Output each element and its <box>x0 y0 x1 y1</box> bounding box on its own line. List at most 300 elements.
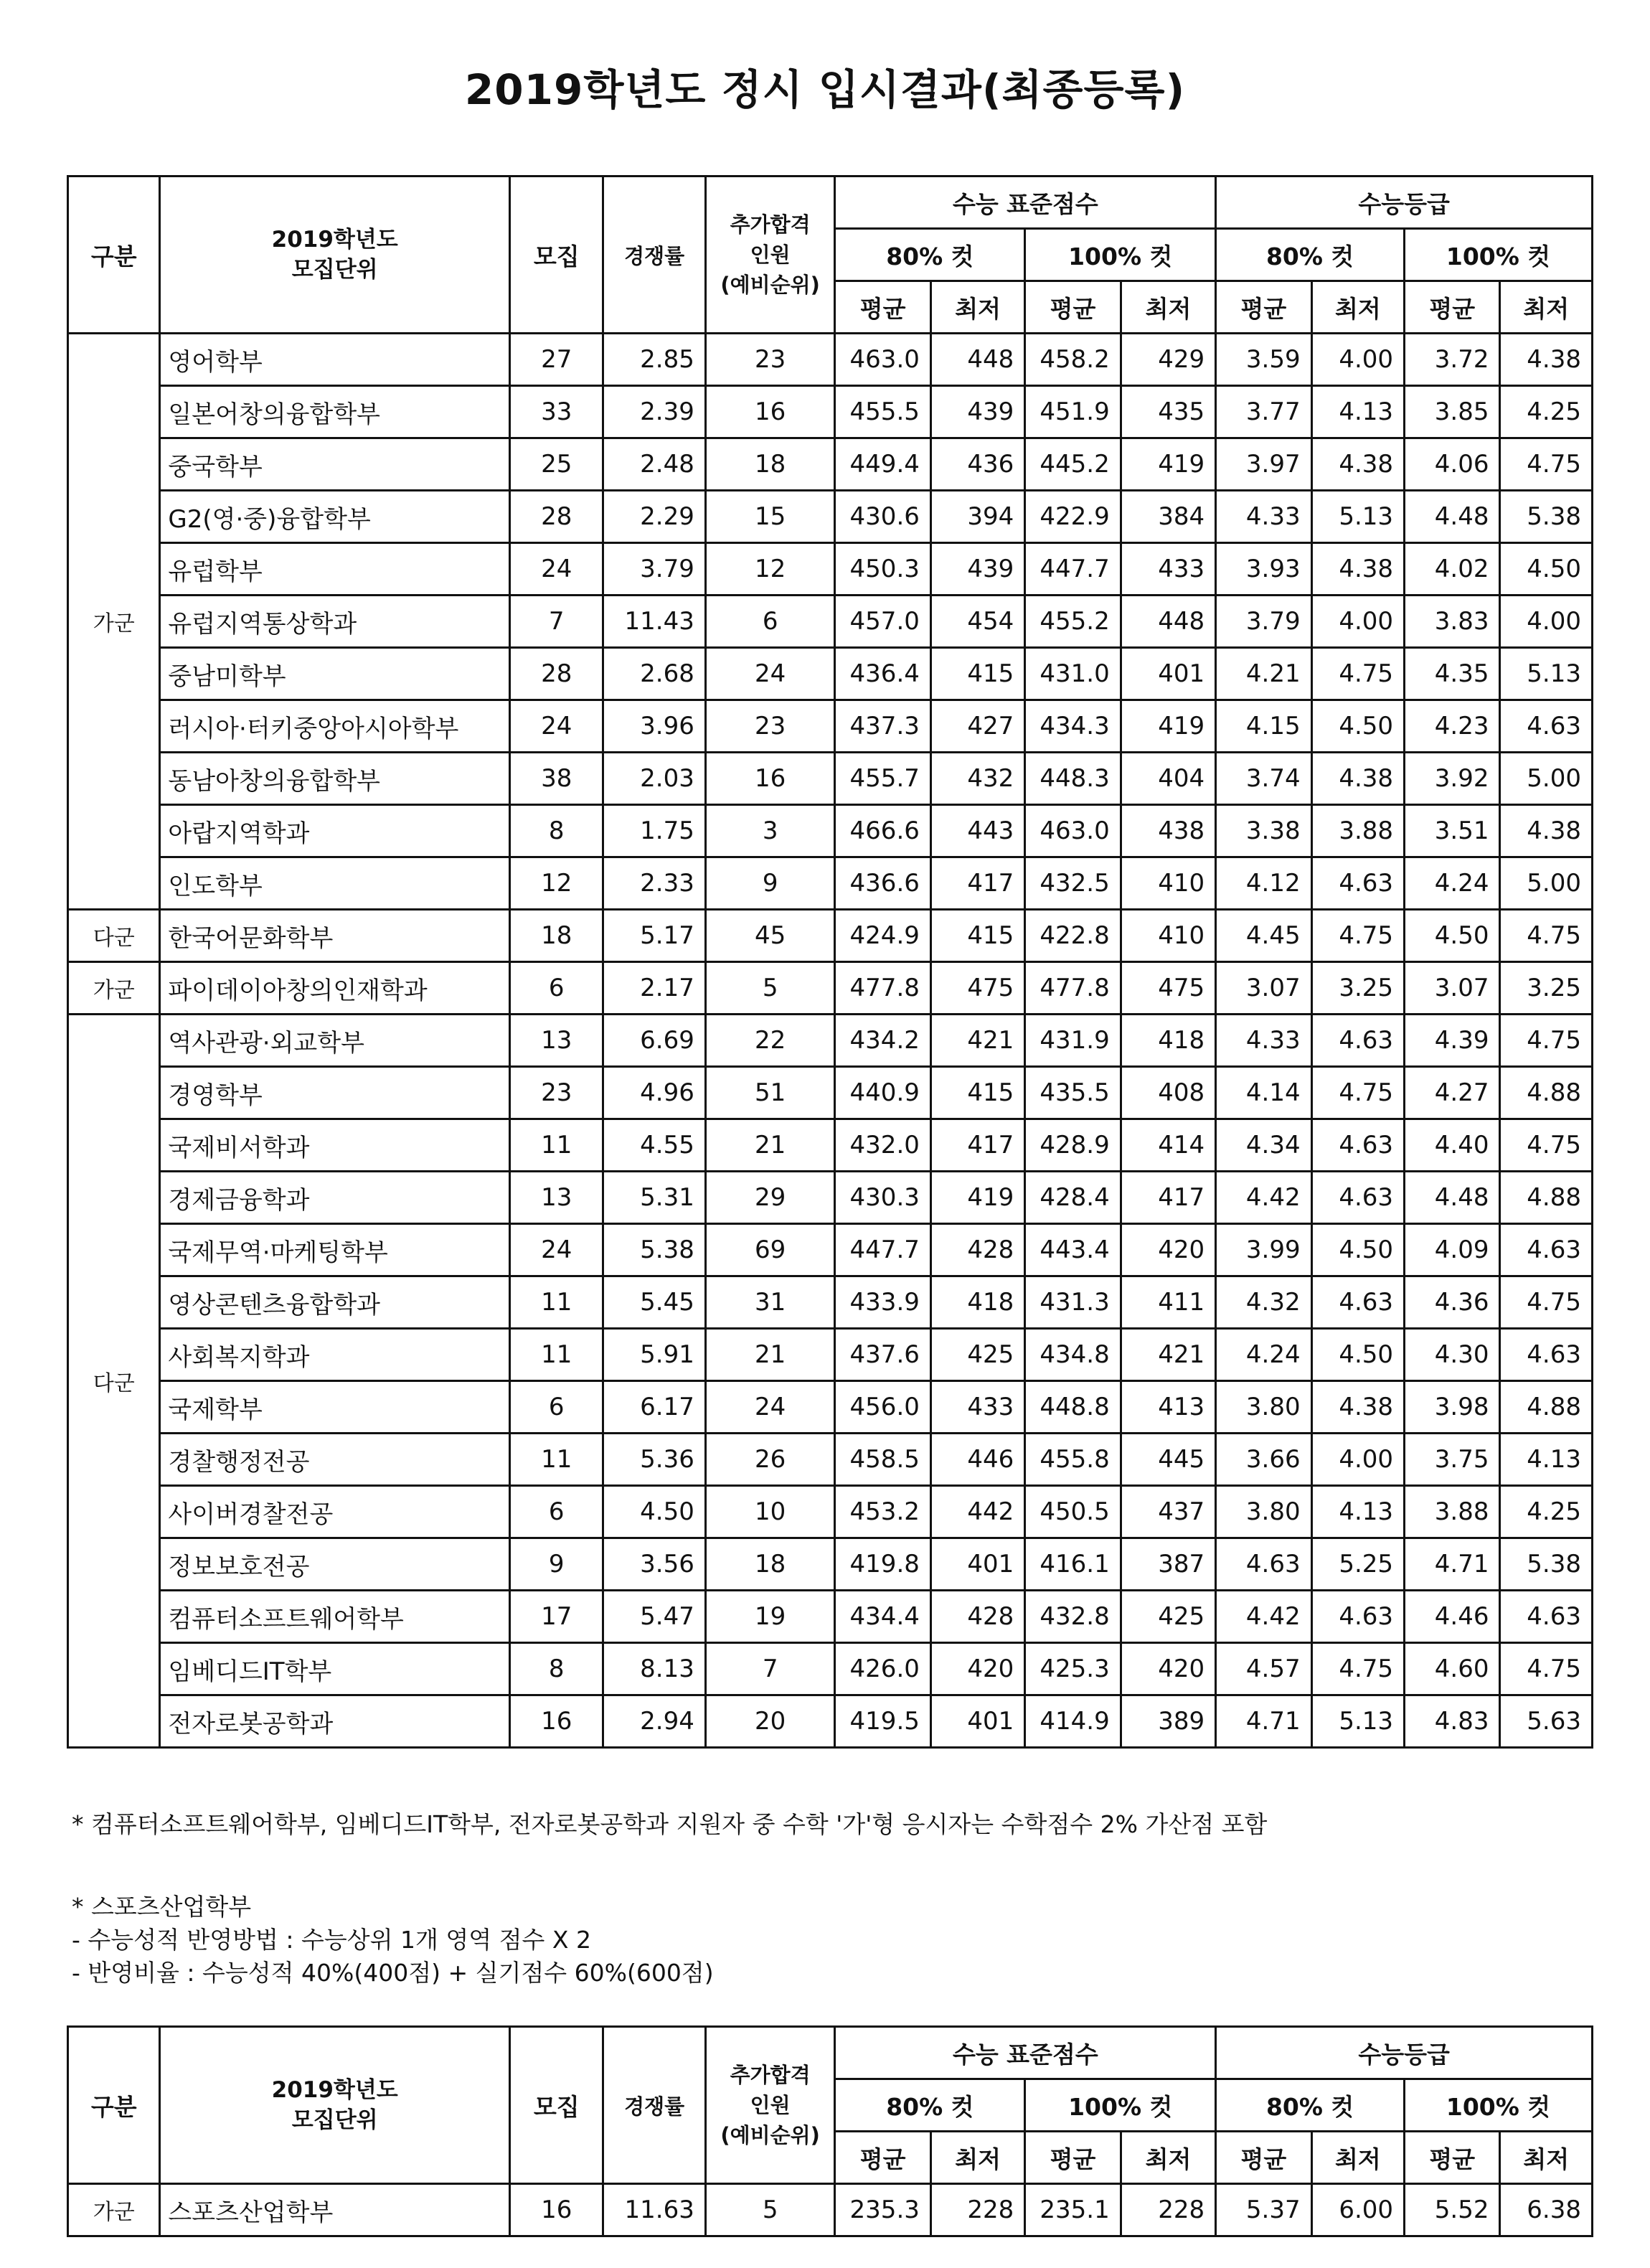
header-ratio: 경쟁률 <box>603 2027 705 2184</box>
grade100-avg-cell: 3.51 <box>1405 805 1500 857</box>
std80-avg-cell: 456.0 <box>835 1381 930 1434</box>
table-row <box>68 753 1593 805</box>
grade100-min-cell: 5.13 <box>1500 648 1593 700</box>
grade100-min-cell: 4.00 <box>1500 596 1593 648</box>
grade80-min-cell: 4.00 <box>1311 596 1404 648</box>
std100-min-cell: 417 <box>1121 1172 1215 1224</box>
std80-avg-cell: 430.3 <box>835 1172 930 1224</box>
extra-cell: 15 <box>705 491 835 543</box>
quota-cell: 24 <box>510 1224 603 1276</box>
grade100-min-cell: 4.63 <box>1500 1591 1593 1643</box>
extra-cell: 18 <box>705 438 835 491</box>
std100-avg-cell: 447.7 <box>1025 543 1121 596</box>
grade100-min-cell: 4.13 <box>1500 1434 1593 1486</box>
std100-min-cell: 438 <box>1121 805 1215 857</box>
quota-cell: 33 <box>510 386 603 438</box>
grade100-avg-cell: 4.48 <box>1405 1172 1500 1224</box>
header-quota: 모집 <box>510 2027 603 2184</box>
std80-avg-cell: 463.0 <box>835 334 930 386</box>
unit-cell: 영상콘텐츠융합학과 <box>160 1276 510 1329</box>
header-quota: 모집 <box>510 177 603 334</box>
table-row <box>68 648 1593 700</box>
ratio-cell: 2.85 <box>603 334 705 386</box>
grade100-min-cell: 4.88 <box>1500 1381 1593 1434</box>
header-group: 구분 <box>68 177 160 334</box>
grade100-avg-cell: 3.85 <box>1405 386 1500 438</box>
std100-min-cell: 433 <box>1121 543 1215 596</box>
table-row <box>68 1486 1593 1538</box>
ratio-cell: 4.50 <box>603 1486 705 1538</box>
std100-min-cell: 413 <box>1121 1381 1215 1434</box>
table-row <box>68 857 1593 910</box>
std80-min-cell: 446 <box>930 1434 1024 1486</box>
grade80-min-cell: 5.13 <box>1311 491 1404 543</box>
ratio-cell: 11.63 <box>603 2184 705 2236</box>
ratio-cell: 5.91 <box>603 1329 705 1381</box>
grade80-avg-cell: 3.59 <box>1216 334 1311 386</box>
table-row <box>68 1224 1593 1276</box>
table-row <box>68 805 1593 857</box>
unit-cell: 중국학부 <box>160 438 510 491</box>
table-row <box>68 1591 1593 1643</box>
ratio-cell: 11.43 <box>603 596 705 648</box>
quota-cell: 11 <box>510 1119 603 1172</box>
std100-avg-cell: 416.1 <box>1025 1538 1121 1591</box>
grade100-avg-cell: 4.48 <box>1405 491 1500 543</box>
std100-avg-cell: 448.8 <box>1025 1381 1121 1434</box>
std100-min-cell: 420 <box>1121 1643 1215 1695</box>
ratio-cell: 6.17 <box>603 1381 705 1434</box>
ratio-cell: 3.96 <box>603 700 705 753</box>
grade100-avg-cell: 3.98 <box>1405 1381 1500 1434</box>
ratio-cell: 8.13 <box>603 1643 705 1695</box>
std80-min-cell: 394 <box>930 491 1024 543</box>
grade100-avg-cell: 3.83 <box>1405 596 1500 648</box>
table-row <box>68 1695 1593 1748</box>
ratio-cell: 4.55 <box>603 1119 705 1172</box>
grade80-min-cell: 4.63 <box>1311 1119 1404 1172</box>
std100-avg-cell: 431.9 <box>1025 1015 1121 1067</box>
grade80-min-cell: 4.00 <box>1311 334 1404 386</box>
std80-avg-cell: 466.6 <box>835 805 930 857</box>
quota-cell: 11 <box>510 1329 603 1381</box>
grade80-avg-cell: 4.71 <box>1216 1695 1311 1748</box>
std80-min-cell: 401 <box>930 1695 1024 1748</box>
unit-cell: 중남미학부 <box>160 648 510 700</box>
std100-avg-cell: 425.3 <box>1025 1643 1121 1695</box>
table-row <box>68 1434 1593 1486</box>
grade80-avg-cell: 3.38 <box>1216 805 1311 857</box>
std80-avg-cell: 434.2 <box>835 1015 930 1067</box>
grade80-min-cell: 4.50 <box>1311 700 1404 753</box>
std80-min-cell: 417 <box>930 857 1024 910</box>
grade100-min-cell: 5.38 <box>1500 491 1593 543</box>
quota-cell: 11 <box>510 1434 603 1486</box>
std100-min-cell: 408 <box>1121 1067 1215 1119</box>
header-min: 최저 <box>1500 281 1593 334</box>
grade80-avg-cell: 4.34 <box>1216 1119 1311 1172</box>
grade100-avg-cell: 3.75 <box>1405 1434 1500 1486</box>
table-row <box>68 1276 1593 1329</box>
grade80-min-cell: 3.88 <box>1311 805 1404 857</box>
std100-min-cell: 401 <box>1121 648 1215 700</box>
header-unit-line1: 2019학년도 <box>271 227 398 253</box>
std100-avg-cell: 432.8 <box>1025 1591 1121 1643</box>
ratio-cell: 5.45 <box>603 1276 705 1329</box>
grade80-avg-cell: 3.93 <box>1216 543 1311 596</box>
std100-avg-cell: 445.2 <box>1025 438 1121 491</box>
table-row <box>68 1329 1593 1381</box>
header-avg: 평균 <box>1025 281 1121 334</box>
quota-cell: 27 <box>510 334 603 386</box>
sports-note-ratio: - 반영비율 : 수능성적 40%(400점) + 실기점수 60%(600점) <box>72 1959 714 1987</box>
grade100-min-cell: 5.38 <box>1500 1538 1593 1591</box>
header-grade-cut80: 80% 컷 <box>1216 2079 1405 2132</box>
grade100-avg-cell: 4.27 <box>1405 1067 1500 1119</box>
table-row <box>68 1119 1593 1172</box>
unit-cell: 전자로봇공학과 <box>160 1695 510 1748</box>
grade80-avg-cell: 3.80 <box>1216 1381 1311 1434</box>
unit-cell: 유럽지역통상학과 <box>160 596 510 648</box>
std80-avg-cell: 419.5 <box>835 1695 930 1748</box>
quota-cell: 16 <box>510 1695 603 1748</box>
grade100-min-cell: 4.75 <box>1500 1276 1593 1329</box>
header-std-cut80: 80% 컷 <box>835 2079 1025 2132</box>
grade80-min-cell: 4.63 <box>1311 1276 1404 1329</box>
unit-cell: 사회복지학과 <box>160 1329 510 1381</box>
std80-avg-cell: 455.7 <box>835 753 930 805</box>
grade100-avg-cell: 3.92 <box>1405 753 1500 805</box>
grade100-avg-cell: 4.50 <box>1405 910 1500 962</box>
quota-cell: 6 <box>510 962 603 1015</box>
std80-avg-cell: 437.6 <box>835 1329 930 1381</box>
header-extra-line3: (예비순위) <box>720 2123 820 2147</box>
grade80-min-cell: 4.50 <box>1311 1224 1404 1276</box>
std100-avg-cell: 422.8 <box>1025 910 1121 962</box>
std100-avg-cell: 235.1 <box>1025 2184 1121 2236</box>
grade100-avg-cell: 3.72 <box>1405 334 1500 386</box>
quota-cell: 16 <box>510 2184 603 2236</box>
header-std-score: 수능 표준점수 <box>835 2027 1216 2079</box>
quota-cell: 17 <box>510 1591 603 1643</box>
grade80-min-cell: 4.63 <box>1311 1015 1404 1067</box>
std100-min-cell: 410 <box>1121 857 1215 910</box>
group-cell: 다군 <box>68 1015 160 1748</box>
table-row <box>68 2184 1593 2236</box>
grade80-min-cell: 3.25 <box>1311 962 1404 1015</box>
std80-avg-cell: 457.0 <box>835 596 930 648</box>
extra-cell: 7 <box>705 1643 835 1695</box>
extra-cell: 26 <box>705 1434 835 1486</box>
extra-cell: 20 <box>705 1695 835 1748</box>
header-avg: 평균 <box>1216 281 1311 334</box>
grade80-avg-cell: 4.32 <box>1216 1276 1311 1329</box>
std80-min-cell: 228 <box>930 2184 1024 2236</box>
std100-min-cell: 411 <box>1121 1276 1215 1329</box>
std100-avg-cell: 435.5 <box>1025 1067 1121 1119</box>
std80-min-cell: 419 <box>930 1172 1024 1224</box>
extra-cell: 29 <box>705 1172 835 1224</box>
ratio-cell: 3.56 <box>603 1538 705 1591</box>
header-avg: 평균 <box>835 2132 930 2184</box>
std80-min-cell: 401 <box>930 1538 1024 1591</box>
grade80-avg-cell: 4.33 <box>1216 491 1311 543</box>
grade80-avg-cell: 4.57 <box>1216 1643 1311 1695</box>
extra-cell: 45 <box>705 910 835 962</box>
grade80-min-cell: 4.38 <box>1311 543 1404 596</box>
grade100-min-cell: 4.63 <box>1500 700 1593 753</box>
header-grade: 수능등급 <box>1216 177 1593 229</box>
std100-min-cell: 389 <box>1121 1695 1215 1748</box>
std80-min-cell: 439 <box>930 543 1024 596</box>
header-extra-line2: 인원 <box>750 243 791 267</box>
grade100-min-cell: 4.75 <box>1500 1015 1593 1067</box>
table-row <box>68 1067 1593 1119</box>
quota-cell: 38 <box>510 753 603 805</box>
grade80-min-cell: 4.00 <box>1311 1434 1404 1486</box>
quota-cell: 8 <box>510 805 603 857</box>
ratio-cell: 2.39 <box>603 386 705 438</box>
extra-cell: 24 <box>705 648 835 700</box>
ratio-cell: 1.75 <box>603 805 705 857</box>
grade80-min-cell: 4.63 <box>1311 1591 1404 1643</box>
std80-min-cell: 428 <box>930 1591 1024 1643</box>
page-title: 2019학년도 정시 입시결과(최종등록) <box>464 65 1186 114</box>
grade80-min-cell: 4.13 <box>1311 1486 1404 1538</box>
std100-avg-cell: 451.9 <box>1025 386 1121 438</box>
header-group: 구분 <box>68 2027 160 2184</box>
table-row <box>68 700 1593 753</box>
grade100-min-cell: 4.63 <box>1500 1329 1593 1381</box>
grade80-avg-cell: 4.21 <box>1216 648 1311 700</box>
std80-min-cell: 436 <box>930 438 1024 491</box>
unit-cell: 아랍지역학과 <box>160 805 510 857</box>
grade100-avg-cell: 3.07 <box>1405 962 1500 1015</box>
header-min: 최저 <box>1121 2132 1215 2184</box>
table-row <box>68 334 1593 386</box>
std80-avg-cell: 424.9 <box>835 910 930 962</box>
grade100-min-cell: 5.00 <box>1500 857 1593 910</box>
std100-min-cell: 414 <box>1121 1119 1215 1172</box>
grade100-avg-cell: 4.02 <box>1405 543 1500 596</box>
std100-min-cell: 445 <box>1121 1434 1215 1486</box>
std100-avg-cell: 443.4 <box>1025 1224 1121 1276</box>
unit-cell: 컴퓨터소프트웨어학부 <box>160 1591 510 1643</box>
grade80-min-cell: 4.38 <box>1311 1381 1404 1434</box>
extra-cell: 51 <box>705 1067 835 1119</box>
std100-avg-cell: 455.2 <box>1025 596 1121 648</box>
grade100-min-cell: 4.75 <box>1500 910 1593 962</box>
grade80-avg-cell: 4.12 <box>1216 857 1311 910</box>
quota-cell: 7 <box>510 596 603 648</box>
unit-cell: 국제학부 <box>160 1381 510 1434</box>
ratio-cell: 5.38 <box>603 1224 705 1276</box>
table-row <box>68 1538 1593 1591</box>
header-extra-line1: 추가합격 <box>730 2063 811 2087</box>
results-table <box>67 175 1593 1749</box>
grade100-min-cell: 4.75 <box>1500 438 1593 491</box>
unit-cell: 국제비서학과 <box>160 1119 510 1172</box>
grade100-min-cell: 4.88 <box>1500 1067 1593 1119</box>
table-row <box>68 1015 1593 1067</box>
grade100-min-cell: 5.63 <box>1500 1695 1593 1748</box>
std100-avg-cell: 431.0 <box>1025 648 1121 700</box>
std80-avg-cell: 440.9 <box>835 1067 930 1119</box>
table-row <box>68 1172 1593 1224</box>
grade80-min-cell: 4.50 <box>1311 1329 1404 1381</box>
unit-cell: 영어학부 <box>160 334 510 386</box>
sports-note-title: * 스포츠산업학부 <box>72 1893 252 1921</box>
std80-avg-cell: 436.4 <box>835 648 930 700</box>
grade80-min-cell: 4.38 <box>1311 438 1404 491</box>
grade80-avg-cell: 4.63 <box>1216 1538 1311 1591</box>
extra-cell: 22 <box>705 1015 835 1067</box>
header-extra <box>705 2027 835 2184</box>
header-std-cut100: 100% 컷 <box>1025 229 1216 281</box>
header-extra <box>705 177 835 334</box>
std80-min-cell: 433 <box>930 1381 1024 1434</box>
grade80-avg-cell: 5.37 <box>1216 2184 1311 2236</box>
grade80-min-cell: 4.63 <box>1311 857 1404 910</box>
quota-cell: 25 <box>510 438 603 491</box>
std100-avg-cell: 414.9 <box>1025 1695 1121 1748</box>
grade100-avg-cell: 4.24 <box>1405 857 1500 910</box>
ratio-cell: 2.94 <box>603 1695 705 1748</box>
std100-avg-cell: 448.3 <box>1025 753 1121 805</box>
grade80-avg-cell: 4.14 <box>1216 1067 1311 1119</box>
table-row <box>68 1643 1593 1695</box>
std80-avg-cell: 449.4 <box>835 438 930 491</box>
std80-avg-cell: 433.9 <box>835 1276 930 1329</box>
grade100-min-cell: 4.63 <box>1500 1224 1593 1276</box>
std100-min-cell: 419 <box>1121 700 1215 753</box>
grade100-min-cell: 4.25 <box>1500 1486 1593 1538</box>
unit-cell: 정보보호전공 <box>160 1538 510 1591</box>
quota-cell: 13 <box>510 1172 603 1224</box>
extra-cell: 23 <box>705 700 835 753</box>
std100-avg-cell: 428.9 <box>1025 1119 1121 1172</box>
std100-avg-cell: 431.3 <box>1025 1276 1121 1329</box>
std100-min-cell: 420 <box>1121 1224 1215 1276</box>
extra-cell: 9 <box>705 857 835 910</box>
header-unit-line1: 2019학년도 <box>271 2077 398 2103</box>
grade100-avg-cell: 4.39 <box>1405 1015 1500 1067</box>
quota-cell: 12 <box>510 857 603 910</box>
ratio-cell: 3.79 <box>603 543 705 596</box>
std100-avg-cell: 455.8 <box>1025 1434 1121 1486</box>
std100-avg-cell: 432.5 <box>1025 857 1121 910</box>
std80-avg-cell: 450.3 <box>835 543 930 596</box>
extra-cell: 5 <box>705 2184 835 2236</box>
header-avg: 평균 <box>1216 2132 1311 2184</box>
quota-cell: 13 <box>510 1015 603 1067</box>
header-grade-cut100: 100% 컷 <box>1405 229 1593 281</box>
header-min: 최저 <box>1311 281 1404 334</box>
std80-min-cell: 415 <box>930 648 1024 700</box>
grade80-min-cell: 6.00 <box>1311 2184 1404 2236</box>
std80-avg-cell: 458.5 <box>835 1434 930 1486</box>
extra-cell: 31 <box>705 1276 835 1329</box>
grade100-avg-cell: 4.40 <box>1405 1119 1500 1172</box>
unit-cell: 러시아·터키중앙아시아학부 <box>160 700 510 753</box>
quota-cell: 6 <box>510 1486 603 1538</box>
ratio-cell: 2.33 <box>603 857 705 910</box>
grade80-min-cell: 4.38 <box>1311 753 1404 805</box>
grade80-avg-cell: 3.77 <box>1216 386 1311 438</box>
std80-min-cell: 442 <box>930 1486 1024 1538</box>
ratio-cell: 6.69 <box>603 1015 705 1067</box>
std100-min-cell: 228 <box>1121 2184 1215 2236</box>
grade80-avg-cell: 4.24 <box>1216 1329 1311 1381</box>
std80-min-cell: 432 <box>930 753 1024 805</box>
group-cell: 가군 <box>68 962 160 1015</box>
std80-avg-cell: 430.6 <box>835 491 930 543</box>
ratio-cell: 5.17 <box>603 910 705 962</box>
unit-cell: 사이버경찰전공 <box>160 1486 510 1538</box>
std80-min-cell: 428 <box>930 1224 1024 1276</box>
extra-cell: 3 <box>705 805 835 857</box>
quota-cell: 23 <box>510 1067 603 1119</box>
unit-cell: G2(영·중)융합학부 <box>160 491 510 543</box>
quota-cell: 8 <box>510 1643 603 1695</box>
table-row <box>68 386 1593 438</box>
unit-cell: 스포츠산업학부 <box>160 2184 510 2236</box>
extra-cell: 16 <box>705 753 835 805</box>
std80-min-cell: 418 <box>930 1276 1024 1329</box>
grade80-avg-cell: 3.97 <box>1216 438 1311 491</box>
grade80-min-cell: 4.13 <box>1311 386 1404 438</box>
grade100-avg-cell: 4.71 <box>1405 1538 1500 1591</box>
quota-cell: 28 <box>510 648 603 700</box>
grade80-min-cell: 5.13 <box>1311 1695 1404 1748</box>
ratio-cell: 5.47 <box>603 1591 705 1643</box>
table-row <box>68 596 1593 648</box>
unit-cell: 일본어창의융합학부 <box>160 386 510 438</box>
ratio-cell: 2.68 <box>603 648 705 700</box>
ratio-cell: 5.36 <box>603 1434 705 1486</box>
extra-cell: 18 <box>705 1538 835 1591</box>
header-unit <box>160 177 510 334</box>
extra-cell: 19 <box>705 1591 835 1643</box>
table-row <box>68 543 1593 596</box>
header-unit-line2: 모집단위 <box>291 2107 378 2133</box>
header-avg: 평균 <box>1405 2132 1500 2184</box>
std80-min-cell: 417 <box>930 1119 1024 1172</box>
grade100-min-cell: 4.38 <box>1500 334 1593 386</box>
unit-cell: 한국어문화학부 <box>160 910 510 962</box>
grade100-min-cell: 3.25 <box>1500 962 1593 1015</box>
grade80-avg-cell: 3.80 <box>1216 1486 1311 1538</box>
std100-min-cell: 437 <box>1121 1486 1215 1538</box>
grade100-avg-cell: 4.36 <box>1405 1276 1500 1329</box>
grade100-min-cell: 4.75 <box>1500 1643 1593 1695</box>
unit-cell: 역사관광·외교학부 <box>160 1015 510 1067</box>
std80-min-cell: 475 <box>930 962 1024 1015</box>
grade80-min-cell: 4.75 <box>1311 910 1404 962</box>
header-min: 최저 <box>1121 281 1215 334</box>
grade80-min-cell: 4.75 <box>1311 1067 1404 1119</box>
grade80-avg-cell: 3.79 <box>1216 596 1311 648</box>
ratio-cell: 4.96 <box>603 1067 705 1119</box>
header-std-cut80: 80% 컷 <box>835 229 1025 281</box>
grade100-avg-cell: 5.52 <box>1405 2184 1500 2236</box>
std80-avg-cell: 434.4 <box>835 1591 930 1643</box>
std80-avg-cell: 453.2 <box>835 1486 930 1538</box>
quota-cell: 18 <box>510 910 603 962</box>
grade80-avg-cell: 4.45 <box>1216 910 1311 962</box>
ratio-cell: 2.29 <box>603 491 705 543</box>
header-extra-line3: (예비순위) <box>720 273 820 297</box>
